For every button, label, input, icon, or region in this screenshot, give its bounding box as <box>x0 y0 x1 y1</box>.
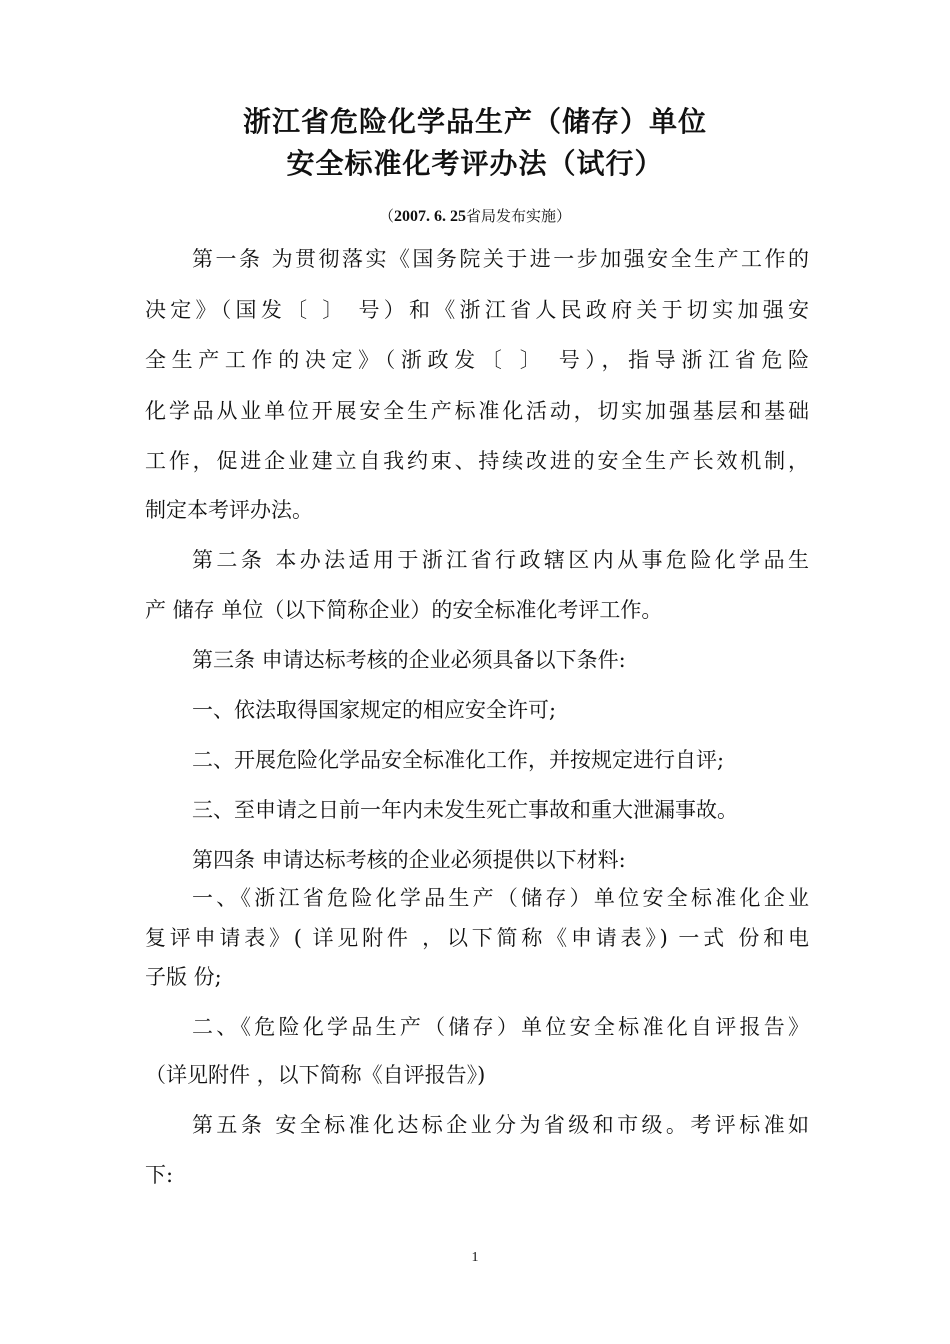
publish-date: 2007. 6. 25 <box>394 208 466 225</box>
page-number: 1 <box>471 1250 479 1265</box>
article-5-line-1: 第五条 安全标准化达标企业分为省级和市级。考评标准如 <box>192 1113 809 1137</box>
document-title-line-2: 安全标准化考评办法（试行） <box>286 147 664 180</box>
article-2-line-1: 第二条 本办法适用于浙江省行政辖区内从事危险化学品生 <box>192 548 809 572</box>
article-2-line-2: 产 储存 单位（以下简称企业）的安全标准化考评工作。 <box>145 598 663 622</box>
article-3-item-1: 一、依法取得国家规定的相应安全许可; <box>192 698 557 722</box>
article-1-line-6: 制定本考评办法。 <box>145 498 313 522</box>
article-3-heading: 第三条 申请达标考核的企业必须具备以下条件: <box>192 648 626 672</box>
article-5-line-2: 下: <box>145 1163 174 1187</box>
article-4-item-1-line-3: 子版 份; <box>145 965 222 989</box>
article-1-line-1: 第一条 为贯彻落实《国务院关于进一步加强安全生产工作的 <box>192 247 809 271</box>
article-1-line-5: 工作，促进企业建立自我约束、持续改进的安全生产长效机制， <box>145 449 809 473</box>
article-1-line-3: 全生产工作的决定》（浙政发〔 〕 号），指导浙江省危险 <box>145 348 809 372</box>
article-4-item-1-line-2: 复评申请表》( 详见附件 ，以下简称《申请表》) 一式 份和电 <box>145 926 809 950</box>
article-3-item-3: 三、至申请之日前一年内未发生死亡事故和重大泄漏事故。 <box>192 798 738 822</box>
article-3-item-2: 二、开展危险化学品安全标准化工作，并按规定进行自评; <box>192 748 725 772</box>
publish-note-open: （ <box>378 207 394 225</box>
publish-note-text: 省局发布实施） <box>466 207 572 225</box>
document-title-line-1: 浙江省危险化学品生产（储存）单位 <box>242 105 707 138</box>
article-4-item-2-line-2: （详见附件 ，以下简称《自评报告》) <box>145 1063 486 1087</box>
article-4-item-2-line-1: 二、《危险化学品生产（储存）单位安全标准化自评报告》 <box>192 1015 809 1039</box>
article-1-line-4: 化学品从业单位开展安全生产标准化活动，切实加强基层和基础 <box>145 399 809 423</box>
article-4-item-1-line-1: 一、《浙江省危险化学品生产（储存）单位安全标准化企业 <box>192 886 809 910</box>
publish-note <box>0 205 950 228</box>
article-1-line-2: 决定》（国发〔 〕 号）和《浙江省人民政府关于切实加强安 <box>145 298 809 322</box>
article-4-heading: 第四条 申请达标考核的企业必须提供以下材料: <box>192 848 626 872</box>
